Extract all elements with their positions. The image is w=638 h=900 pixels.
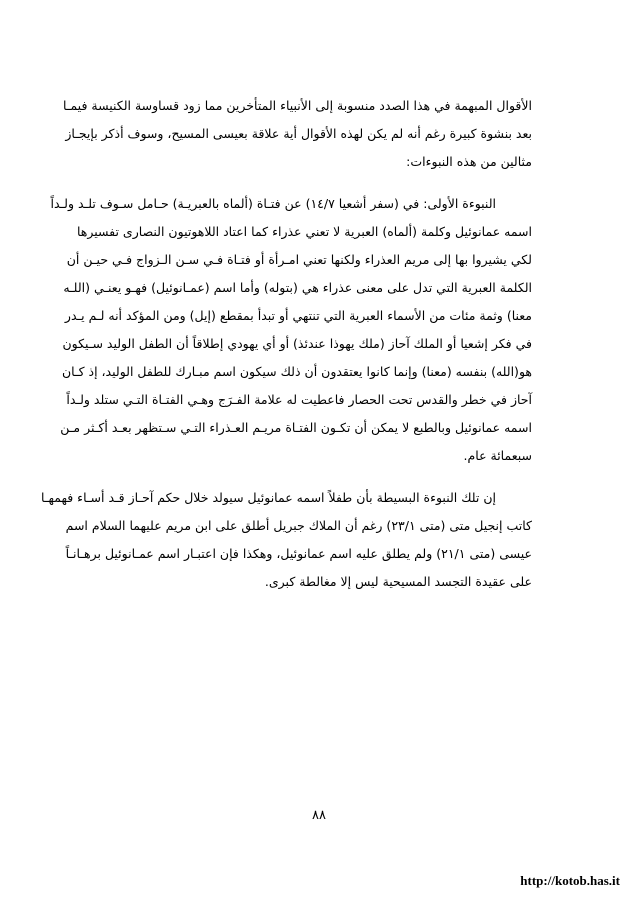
- text-line: على عقيدة التجسد المسيحية ليس إلا مغالطة كبرى.: [264, 574, 532, 589]
- text-line: بعد بنشوة كبيرة رغم أنه لم يكن لهذه الأقوال أية علاقة بعيسى المسيح، وسوف أذكر بإيجـاز: [65, 126, 532, 141]
- text-line: سبعمائة عام.: [463, 448, 532, 463]
- paragraph-3: [41, 484, 532, 596]
- text-line: إن تلك النبوءة البسيطة بأن طفلاً اسمه عمانوئيل سيولد خلال حكم آحـاز قـد أسـاء فهمهـا: [41, 490, 496, 505]
- text-line: النبوءة الأولى: في (سفر أشعيا ١٤/٧) عن فتـاة (ألماه بالعبريـة) حـامل سـوف تلـد ولـداً: [50, 196, 496, 211]
- text-line: اسمه عمانوئيل وبالطبع لا يمكن أن تكـون الفتـاة مريـم العـذراء التـي سـتظهر بعـد أكـثر مـن: [60, 420, 532, 435]
- source-url[interactable]: http://kotob.has.it: [520, 873, 620, 888]
- text-line: في فكر إشعيا أو الملك آحاز (ملك يهوذا عندئذ) أو أي يهودي إطلاقاً أن الطفل الوليد سـيكون: [62, 336, 532, 351]
- paragraph-gap: [112, 470, 532, 484]
- text-line: مثالين من هذه النبوءات:: [406, 154, 532, 169]
- text-line: عيسى (متى ٢١/١) ولم يطلق عليه اسم عمانوئيل، وهكذا فإن اعتبـار اسم عمـانوئيل برهـانـاً: [65, 546, 532, 561]
- text-line: اسمه عمانوئيل وكلمة (ألماه) العبرية لا تعني عذراء كما اعتاد اللاهوتيون النصارى تفسيرها: [76, 224, 532, 239]
- paragraph-1: [62, 92, 532, 176]
- text-line: هو(الله) بنفسه (معنا) وإنما كانوا يعتقدون أن ذلك سيكون اسم مبـارك للطفل الوليد، إذ كـان: [61, 364, 532, 379]
- paragraph-gap: [112, 176, 532, 190]
- text-line: الكلمة العبرية التي تدل على معنى عذراء هي (بتوله) وأما اسم (عمـانوئيل) فهـو يعنـي (اللـه: [63, 280, 532, 295]
- text-line: لكي يشيروا بها إلى مريم العذراء ولكنها تعني امـرأة أو فتـاة فـي سـن الـزواج فـي حيـن أن: [66, 252, 532, 267]
- text-line: معنا) وثمة مئات من الأسماء العبرية التي تنتهي أو تبدأ بمقطع (إيل) ومن المؤكد أنه لـم يـدر: [64, 308, 532, 323]
- body-text: [41, 92, 532, 596]
- paragraph-2: [50, 190, 532, 470]
- page-number: ٨٨: [312, 808, 326, 823]
- text-line: كاتب إنجيل متى (متى ٢٣/١) رغم أن الملاك جبريل أطلق على ابن مريم عليهما السلام اسم: [65, 518, 532, 533]
- text-line: آحاز في خطر والقدس تحت الحصار فاعطيت له علامة الفـرَج وهـي الفتـاة التـي ستلد ولـداً: [66, 392, 532, 407]
- text-line: الأقوال المبهمة في هذا الصدد منسوبة إلى الأنبياء المتأخرين مما زود قساوسة الكنيسة فيمـا: [62, 98, 532, 113]
